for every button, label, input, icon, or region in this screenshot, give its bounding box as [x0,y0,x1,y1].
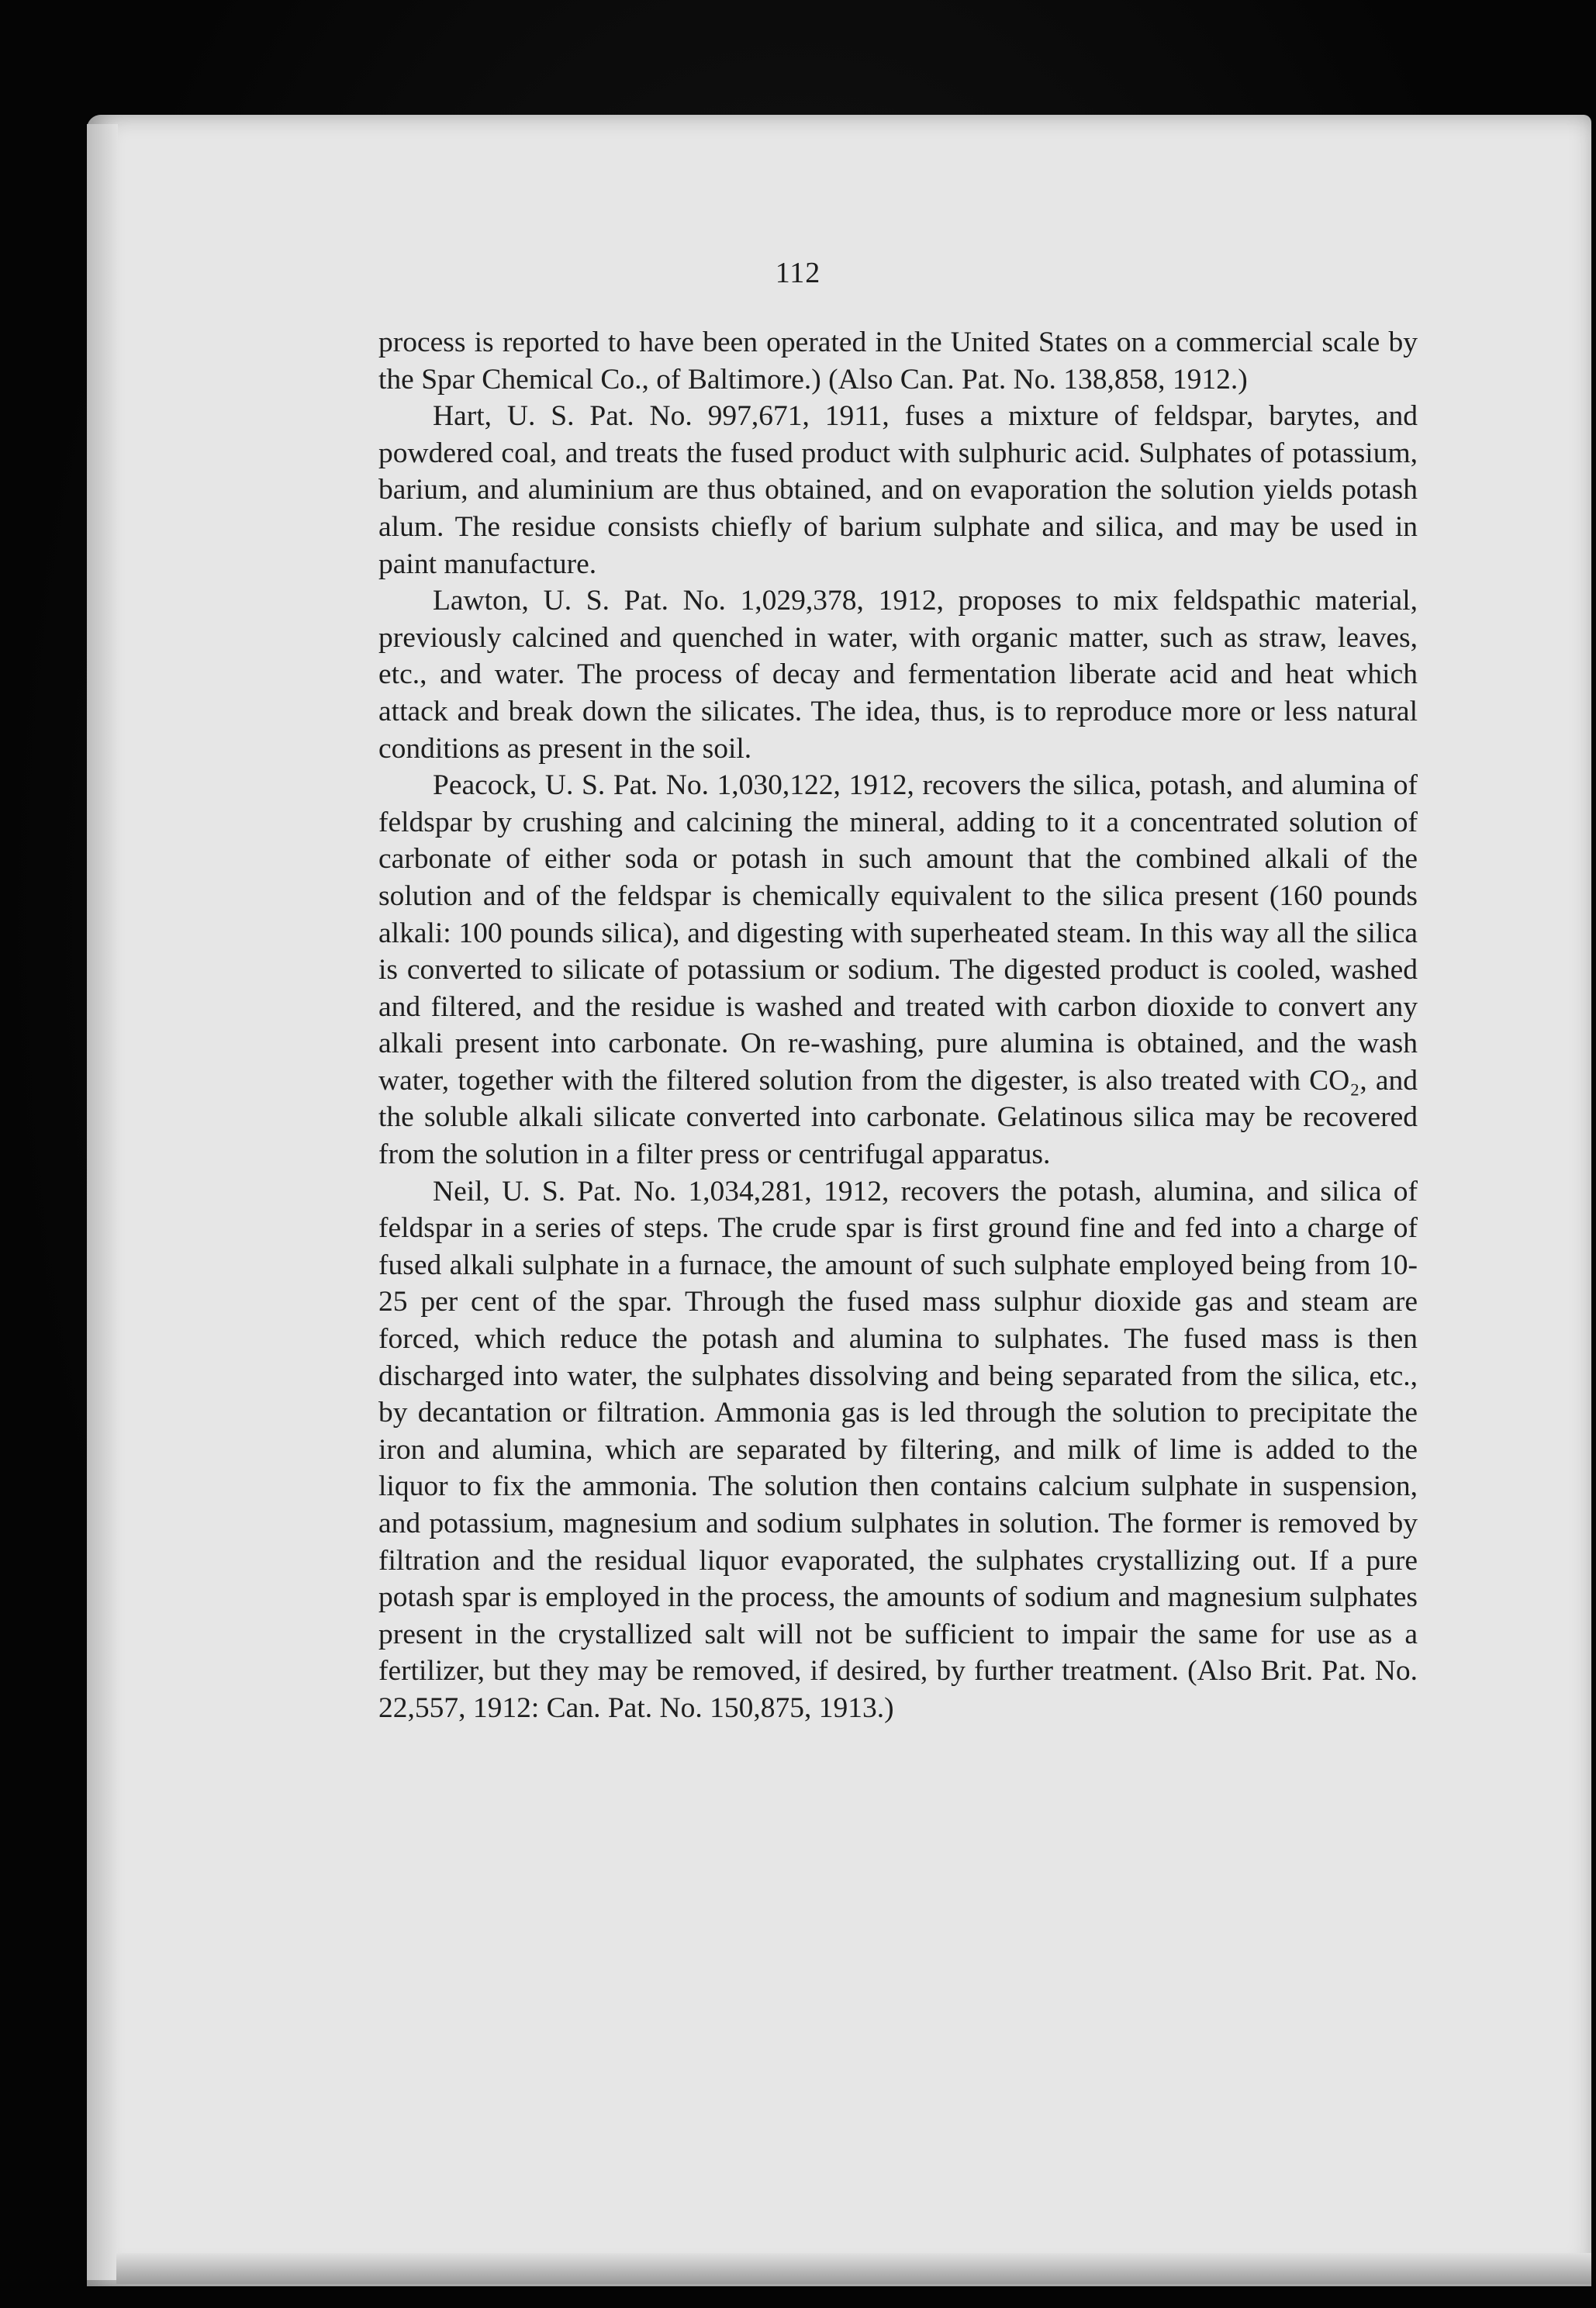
page-bottom-edge [116,2253,1591,2284]
paragraph-neil: Neil, U. S. Pat. No. 1,034,281, 1912, recovers the potash, alumina, and silica of feldspar in a series of steps. The crude spar is first ground fine and fed into a charge of fused alkali sulphate in a furnace, the amount of such sulphate employed being from 10-25 per cent of the spar. Through the fused mass sulphur dioxide gas and steam are forced, which reduce the potash and alumina to sulphates. The fused mass is then discharged into water, the sulphates dissolving and being separated from the silica, etc., by decantation or filtration. Ammonia gas is led through the solution to precipitate the iron and alumina, which are separated by filtering, and milk of lime is added to the liquor to fix the ammonia. The solution then contains calcium sulphate in suspension, and potassium, magnesium and sodium sulphates in solution. The former is removed by filtration and the residual liquor evaporated, the sulphates crystallizing out. If a pure potash spar is employed in the process, the amounts of sodium and magnesium sulphates present in the crystallized salt will not be sufficient to impair the same for use as a fertilizer, but they may be removed, if desired, by further treatment. (Also Brit. Pat. No. 22,557, 1912: Can. Pat. No. 150,875, 1913.) [378,1175,1418,1724]
page-number: 112 [775,257,821,289]
paragraph-hart: Hart, U. S. Pat. No. 997,671, 1911, fuses a mixture of feldspar, barytes, and powdered coal, and treats the fused product with sulphuric acid. Sulphates of potassium, barium, and aluminium are thus obtained, and on evaporation the solution yields potash alum. The residue consists chiefly of barium sulphate and silica, and may be used in paint manufacture. [378,400,1418,580]
paragraph-peacock: Peacock, U. S. Pat. No. 1,030,122, 1912, recovers the silica, potash, and alumina of feldspar by crushing and calcining the mineral, adding to it a concentrated solution of carbonate of either soda or potash in such amount that the combined alkali of the solution and of the feldspar is chemically equivalent to the silica present (160 pounds alkali: 100 pounds silica), and digesting with superheated steam. In this way all the silica is converted to silicate of potassium or sodium. The digested product is cooled, washed and filtered, and the residue is washed and treated with carbon dioxide to convert any alkali present into carbonate. On re-washing, pure alumina is obtained, and the wash water, together with the filtered solution from the digester, is also treated with CO₂, and the soluble alkali silicate converted into carbonate. Gelatinous silica may be recovered from the solution in a filter press or centrifugal apparatus. [378,769,1418,1171]
paragraph-continuation: process is reported to have been operated in the United States on a commercial scale by the Spar Chemical Co., of Baltimore.) (Also Can. Pat. No. 138,858, 1912.) [378,327,1418,396]
body-text [378,324,1418,1727]
page-binding-edge [87,124,118,2280]
paragraph-lawton: Lawton, U. S. Pat. No. 1,029,378, 1912, proposes to mix feldspathic material, previously calcined and quenched in water, with organic matter, such as straw, leaves, etc., and water. The process of decay and fermentation liberate acid and heat which attack and break down the silicates. The idea, thus, is to reproduce more or less natural conditions as present in the soil. [378,585,1418,765]
